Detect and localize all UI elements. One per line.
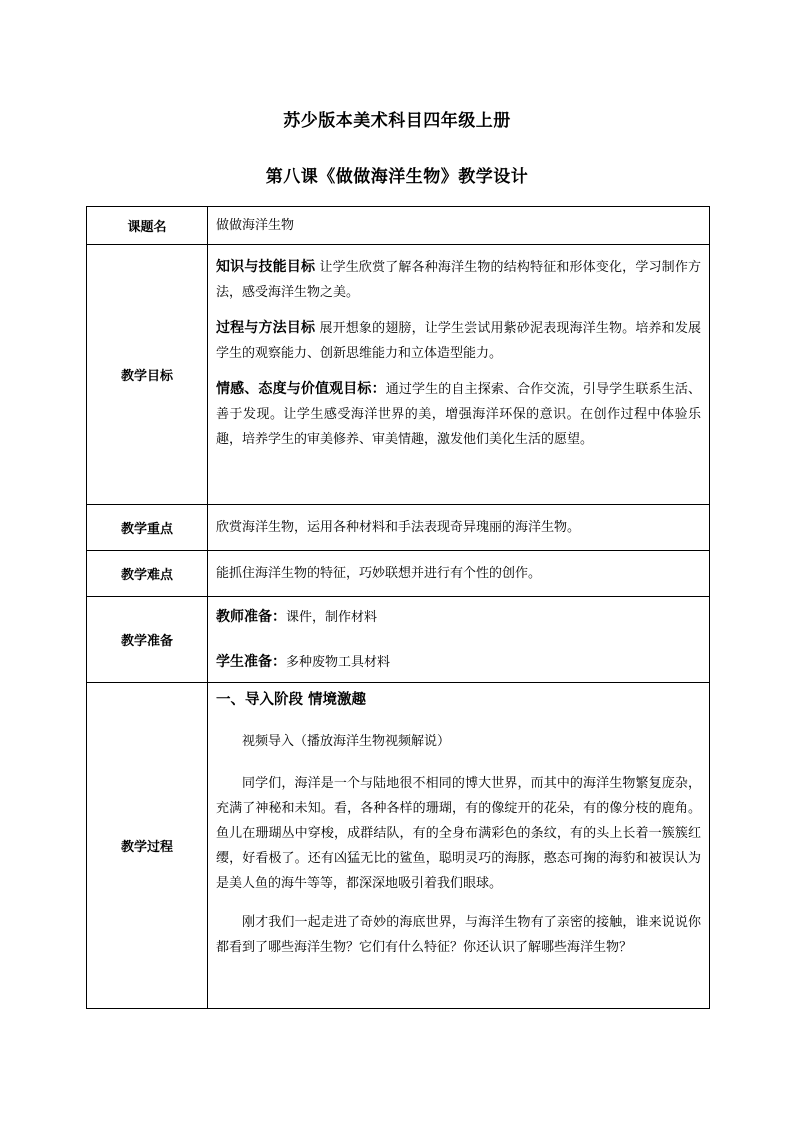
preparation-cell bbox=[208, 597, 710, 683]
process-label: 教学过程 bbox=[87, 683, 208, 1009]
key-points-cell bbox=[208, 505, 710, 551]
objective-item bbox=[216, 316, 701, 366]
row-difficulties bbox=[87, 551, 710, 597]
objective-text: 让学生欣赏了解各种海洋生物的结构特征和形体变化，学习制作方法，感受海洋生物之美。 bbox=[216, 260, 701, 300]
process-paragraph: 视频导入（播放海洋生物视频解说） bbox=[242, 734, 451, 749]
difficulties-cell bbox=[208, 551, 710, 597]
objective-item bbox=[216, 377, 701, 452]
objective-text: 展开想象的翅膀，让学生尝试用紫砂泥表现海洋生物。培养和发展学生的观察能力、创新思维能力和立体造型能力。 bbox=[216, 321, 701, 361]
process-cell bbox=[208, 683, 710, 1009]
objectives-cell bbox=[208, 245, 710, 505]
lesson-plan-table bbox=[86, 206, 710, 1009]
teacher-preparation-value: 课件，制作材料 bbox=[286, 609, 378, 625]
student-preparation-value: 多种废物工具材料 bbox=[286, 654, 391, 670]
key-points-value: 欣赏海洋生物，运用各种材料和手法表现奇异瑰丽的海洋生物。 bbox=[216, 520, 581, 535]
process-paragraph: 刚才我们一起走进了奇妙的海底世界，与海洋生物有了亲密的接触，谁来说说你都看到了哪些海洋生物？它们有什么特征？你还认识了解哪些海洋生物？ bbox=[216, 915, 701, 955]
topic-value-cell bbox=[208, 207, 710, 245]
row-objectives bbox=[87, 245, 710, 505]
document-title-line2: 第八课《做做海洋生物》教学设计 bbox=[265, 167, 529, 187]
row-key-points bbox=[87, 505, 710, 551]
row-preparation bbox=[87, 597, 710, 683]
objective-heading: 情感、态度与价值观目标： bbox=[216, 381, 386, 397]
document-title-line1: 苏少版本美术科目四年级上册 bbox=[283, 111, 511, 131]
process-section-heading: 一、导入阶段 情境激趣 bbox=[216, 691, 367, 708]
teacher-preparation-label: 教师准备： bbox=[216, 608, 286, 625]
objective-item bbox=[216, 255, 701, 305]
topic-value: 做做海洋生物 bbox=[216, 218, 295, 233]
row-process bbox=[87, 683, 710, 1009]
key-points-label: 教学重点 bbox=[87, 505, 208, 551]
process-paragraph: 同学们，海洋是一个与陆地很不相同的博大世界，而其中的海洋生物繁复庞杂，充满了神秘和未知。看，各种各样的珊瑚，有的像绽开的花朵，有的像分枝的鹿角。鱼儿在珊瑚丛中穿梭，成群结队，有的全身布满彩色的条纹，有的头上长着一簇簇红缨，好看极了。还有凶猛无比的鲨鱼，聪明灵巧的海豚，憨态可掬的海豹和被误认为是美人鱼的海牛等等，都深深地吸引着我们眼球。 bbox=[216, 776, 701, 891]
difficulties-value: 能抓住海洋生物的特征，巧妙联想并进行有个性的创作。 bbox=[216, 566, 542, 581]
objective-heading: 知识与技能目标 bbox=[216, 259, 316, 275]
student-preparation bbox=[216, 650, 701, 675]
objectives-label: 教学目标 bbox=[87, 245, 208, 505]
teacher-preparation bbox=[216, 605, 701, 630]
preparation-label: 教学准备 bbox=[87, 597, 208, 683]
row-topic bbox=[87, 207, 710, 245]
difficulties-label: 教学难点 bbox=[87, 551, 208, 597]
student-preparation-label: 学生准备： bbox=[216, 653, 286, 670]
objective-text: 通过学生的自主探索、合作交流，引导学生联系生活、善于发现。让学生感受海洋世界的美，增强海洋环保的意识。在创作过程中体验乐趣，培养学生的审美修养、审美情趣，激发他们美化生活的愿望。 bbox=[216, 382, 701, 447]
objective-heading: 过程与方法目标 bbox=[216, 320, 316, 336]
topic-label: 课题名 bbox=[87, 207, 208, 245]
